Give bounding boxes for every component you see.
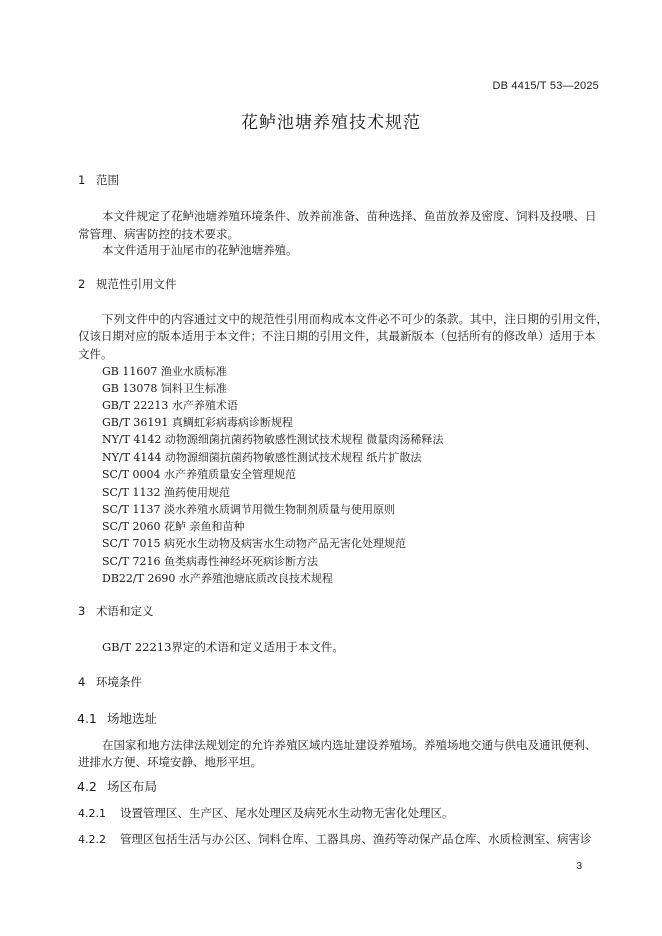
clause-text: 管理区包括生活与办公区、饲料仓库、工器具房、渔药等动保产品仓库、水质检测室、病害诊 [120, 832, 592, 846]
clause-4-2-1 [78, 805, 454, 821]
subsection-4-2-heading [77, 777, 157, 795]
paragraph-line: 在国家和地方法律法规划定的允许养殖区域内选址建设养殖场。养殖场地交通与供电及通讯便利、 [102, 738, 597, 752]
paragraph-line: GB/T 22213界定的术语和定义适用于本文件。 [102, 640, 344, 654]
section-number: 2 [78, 277, 86, 291]
reference-item: SC/T 1132 渔药使用规范 [102, 486, 230, 499]
reference-item: SC/T 0004 水产养殖质量安全管理规范 [102, 468, 296, 481]
reference-item: GB/T 22213 水产养殖术语 [102, 399, 238, 412]
reference-item: SC/T 7015 病死水生动物及病害水生动物产品无害化处理规范 [102, 537, 406, 550]
paragraph-line: 本文件适用于汕尾市的花鲈池塘养殖。 [102, 243, 298, 257]
reference-item: GB/T 36191 真鲷虹彩病毒病诊断规程 [102, 416, 293, 429]
section-number: 4 [78, 675, 86, 689]
section-number: 3 [78, 604, 86, 618]
paragraph-line: 常管理、病害防控的技术要求。 [78, 227, 239, 241]
section-2-heading [78, 276, 177, 292]
paragraph-line: 进排水方便、环境安静、地形平坦。 [78, 755, 262, 769]
subsection-title: 场地选址 [107, 711, 158, 726]
reference-item: SC/T 1137 淡水养殖水质调节用微生物制剂质量与使用原则 [102, 503, 395, 516]
reference-item: SC/T 7216 鱼类病毒性神经坏死病诊断方法 [102, 555, 318, 568]
clause-text: 设置管理区、生产区、尾水处理区及病死水生动物无害化处理区。 [120, 806, 454, 820]
subsection-4-1-heading [77, 709, 157, 727]
section-title: 规范性引用文件 [96, 277, 177, 291]
paragraph-line: 文件。 [78, 347, 113, 361]
paragraph-line: 下列文件中的内容通过文中的规范性引用而构成本文件必不可少的条款。其中，注日期的引用文件， [102, 312, 608, 326]
page-number: 3 [576, 861, 582, 872]
section-title: 范围 [96, 173, 119, 187]
subsection-number: 4.1 [77, 711, 97, 726]
reference-item: GB 13078 饲料卫生标准 [102, 382, 227, 395]
section-3-heading [78, 603, 154, 619]
reference-item: NY/T 4144 动物源细菌抗菌药物敏感性测试技术规程 纸片扩散法 [102, 451, 422, 464]
section-number: 1 [78, 173, 86, 187]
document-code: DB 4415/T 53—2025 [492, 80, 599, 92]
section-4-heading [78, 674, 142, 690]
subsection-number: 4.2 [77, 779, 97, 794]
clause-4-2-2 [78, 831, 592, 847]
paragraph-line: 本文件规定了花鲈池塘养殖环境条件、放养前准备、苗种选择、鱼苗放养及密度、饲料及投喂、日 [102, 209, 597, 223]
document-title: 花鲈池塘养殖技术规范 [241, 113, 421, 133]
section-title: 环境条件 [96, 675, 142, 689]
reference-item: SC/T 2060 花鲈 亲鱼和苗种 [102, 520, 245, 533]
reference-item: DB22/T 2690 水产养殖池塘底质改良技术规程 [102, 572, 333, 585]
section-1-heading [78, 172, 119, 188]
subsection-title: 场区布局 [107, 779, 158, 794]
clause-number: 4.2.2 [78, 833, 106, 846]
section-title: 术语和定义 [96, 604, 154, 618]
reference-item: NY/T 4142 动物源细菌抗菌药物敏感性测试技术规程 微量肉汤稀释法 [102, 433, 444, 446]
clause-number: 4.2.1 [78, 807, 106, 820]
reference-item: GB 11607 渔业水质标准 [102, 365, 227, 378]
paragraph-line: 仅该日期对应的版本适用于本文件；不注日期的引用文件，其最新版本（包括所有的修改单）适用于本 [78, 329, 596, 343]
